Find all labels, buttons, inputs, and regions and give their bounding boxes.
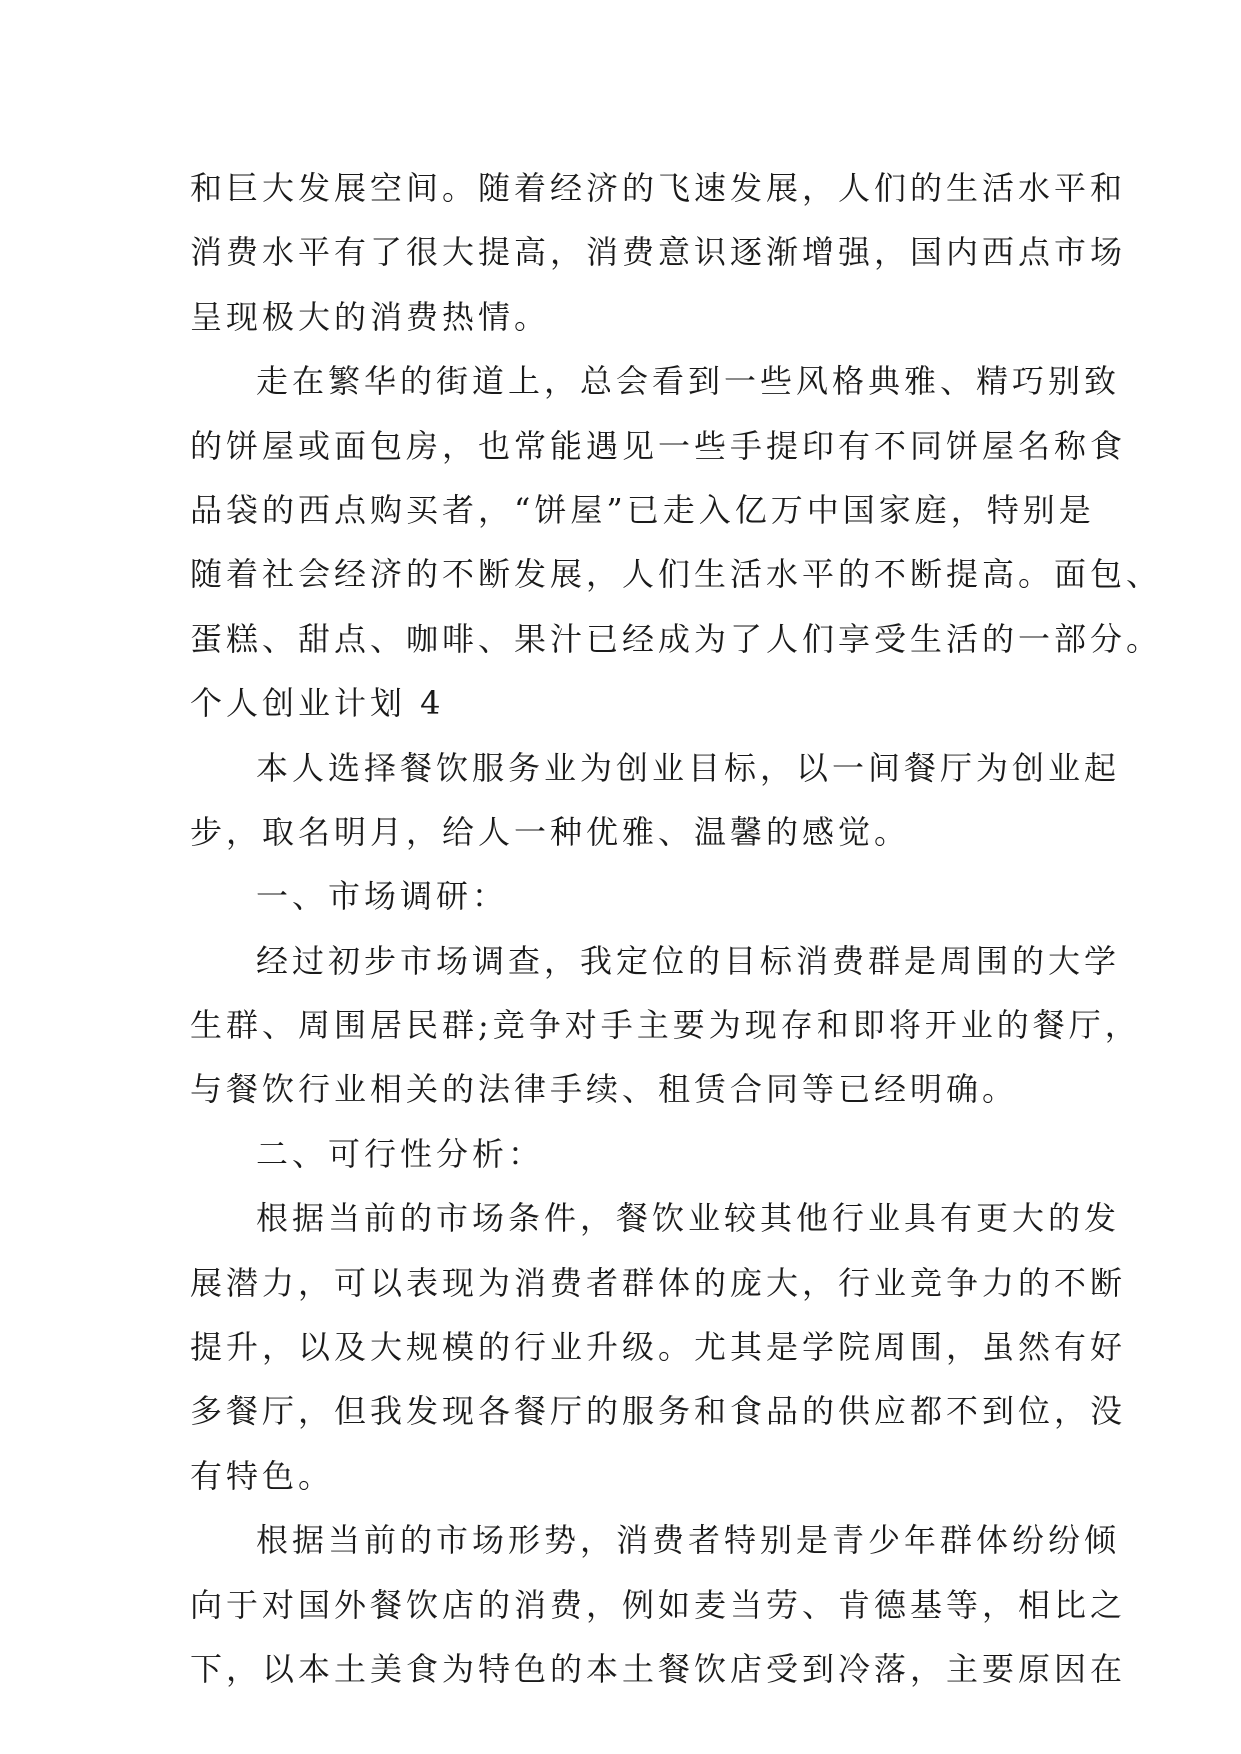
text-line: 走在繁华的街道上，总会看到一些风格典雅、精巧别致	[256, 362, 1121, 401]
text-line: 和巨大发展空间。随着经济的飞速发展，人们的生活水平和	[190, 169, 1127, 207]
text-line: 品袋的西点购买者，“饼屋”已走入亿万中国家庭，特别是	[190, 490, 1095, 529]
text-line: 与餐饮行业相关的法律手续、租赁合同等已经明确。	[190, 1070, 1019, 1109]
text-line: 的饼屋或面包房，也常能遇见一些手提印有不同饼屋名称食	[190, 426, 1127, 465]
text-line: 多餐厅，但我发现各餐厅的服务和食品的供应都不到位，没	[190, 1392, 1127, 1431]
text-line: 呈现极大的消费热情。	[190, 297, 551, 336]
text-line: 下，以本土美食为特色的本土餐饮店受到冷落，主要原因在	[190, 1649, 1127, 1688]
text-line: 本人选择餐饮服务业为创业目标，以一间餐厅为创业起	[256, 748, 1121, 787]
text-line: 随着社会经济的不断发展，人们生活水平的不断提高。面包、	[190, 555, 1163, 594]
text-line: 展潜力，可以表现为消费者群体的庞大，行业竞争力的不断	[190, 1263, 1127, 1302]
text-line: 步，取名明月，给人一种优雅、温馨的感觉。	[190, 812, 911, 851]
text-line: 消费水平有了很大提高，消费意识逐渐增强，国内西点市场	[190, 233, 1127, 272]
section-heading: 个人创业计划 4	[190, 684, 445, 723]
text-line: 根据当前的市场形势，消费者特别是青少年群体纷纷倾	[256, 1521, 1121, 1560]
document-body	[190, 156, 1163, 1701]
text-line: 蛋糕、甜点、咖啡、果汁已经成为了人们享受生活的一部分。	[190, 619, 1163, 658]
text-line: 有特色。	[190, 1456, 335, 1495]
text-line: 根据当前的市场条件，餐饮业较其他行业具有更大的发	[256, 1199, 1121, 1238]
text-line: 向于对国外餐饮店的消费，例如麦当劳、肯德基等，相比之	[190, 1585, 1127, 1624]
subsection-heading: 二、可行性分析：	[256, 1134, 545, 1173]
subsection-heading: 一、市场调研：	[256, 877, 509, 916]
text-line: 生群、周围居民群;竞争对手主要为现存和即将开业的餐厅，	[190, 1006, 1141, 1045]
text-line: 提升，以及大规模的行业升级。尤其是学院周围，虽然有好	[190, 1328, 1127, 1367]
text-line: 经过初步市场调查，我定位的目标消费群是周围的大学	[256, 941, 1121, 980]
